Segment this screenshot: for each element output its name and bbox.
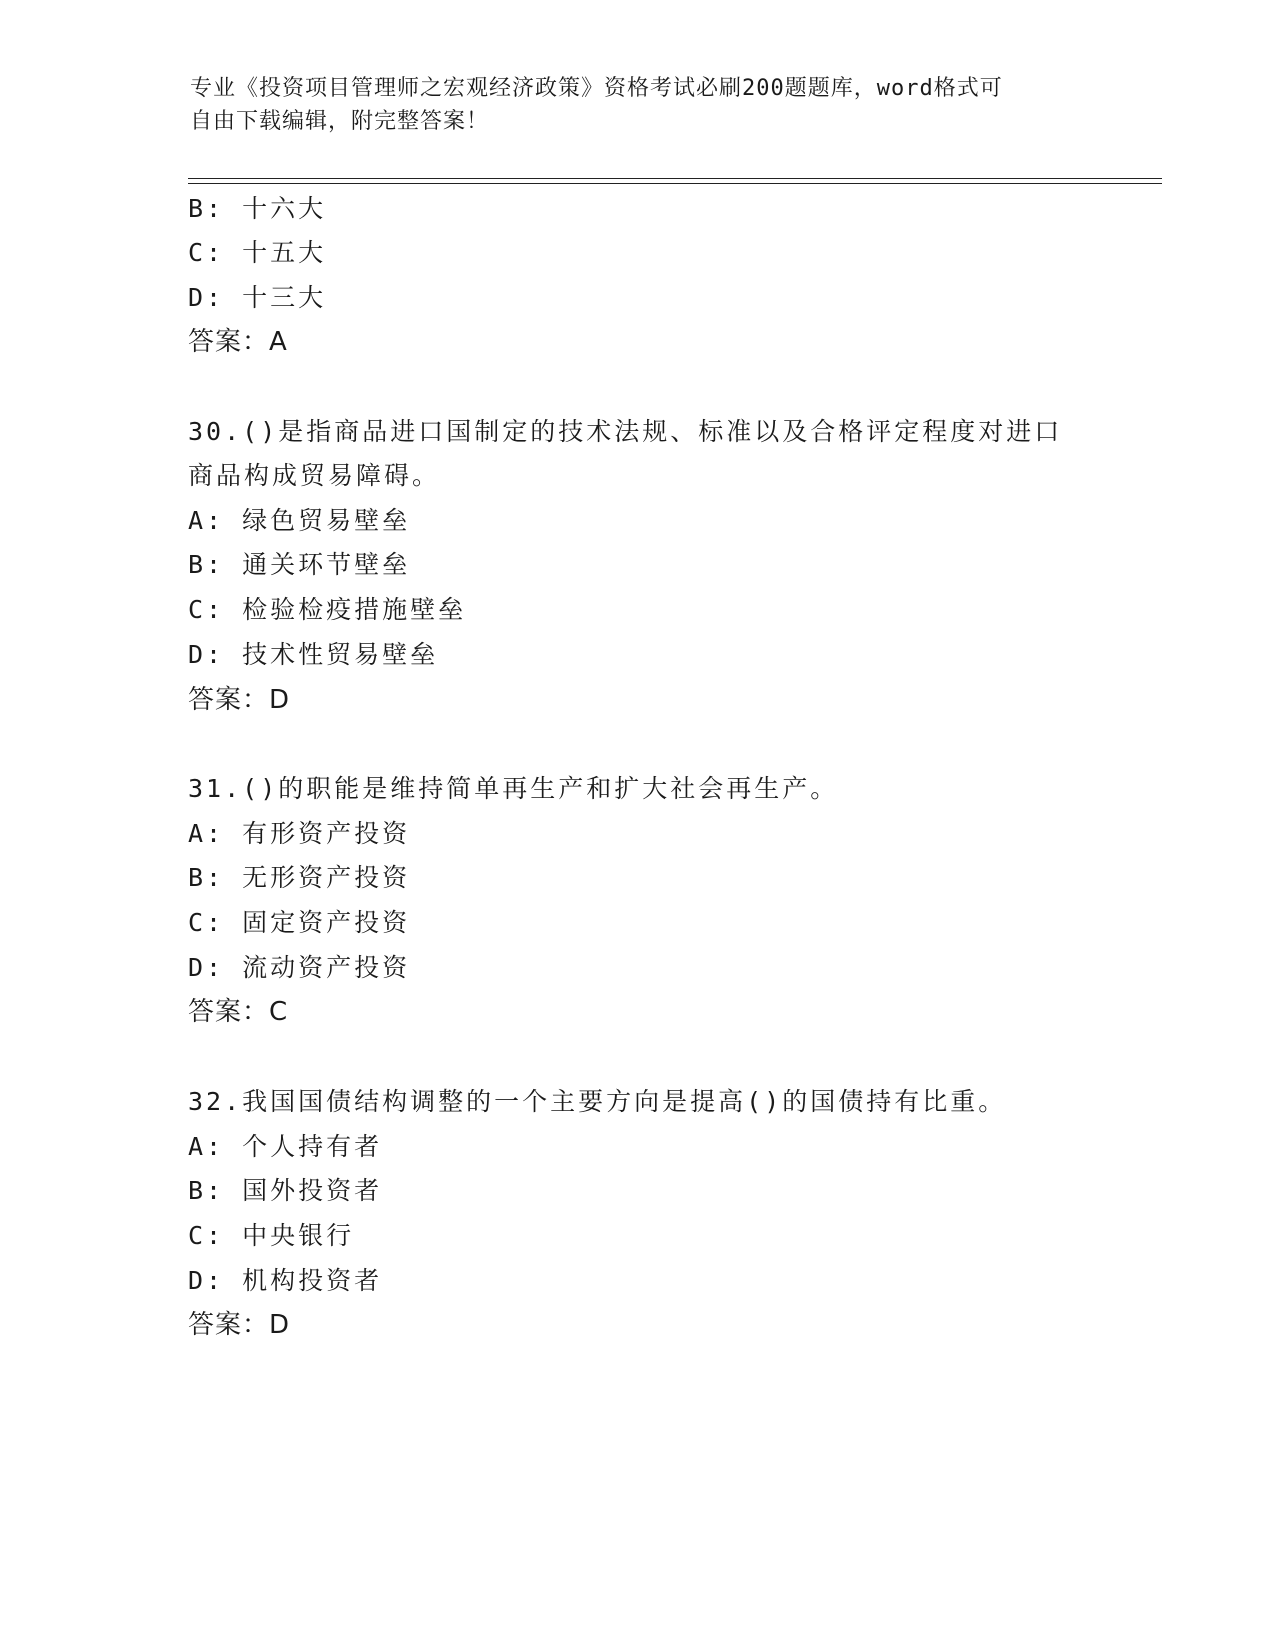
q30-option-a: A: 绿色贸易壁垒 bbox=[188, 506, 411, 535]
q32-option-a: A: 个人持有者 bbox=[188, 1132, 383, 1161]
q30-option-d: D: 技术性贸易壁垒 bbox=[188, 640, 439, 669]
q29-answer: 答案：A bbox=[188, 327, 288, 357]
q30-option-c: C: 检验检疫措施壁垒 bbox=[188, 595, 467, 624]
q31-answer: 答案：C bbox=[188, 997, 289, 1027]
q32-option-b: B: 国外投资者 bbox=[188, 1176, 383, 1205]
header-divider-bottom bbox=[188, 183, 1162, 184]
document-header bbox=[190, 72, 1090, 138]
q30-option-b: B: 通关环节壁垒 bbox=[188, 550, 411, 579]
q32-option-c: C: 中央银行 bbox=[188, 1221, 355, 1250]
q31-option-d: D: 流动资产投资 bbox=[188, 953, 411, 982]
header-divider-top bbox=[188, 178, 1162, 179]
q31-stem-line-1: 31.()的职能是维持简单再生产和扩大社会再生产。 bbox=[188, 774, 839, 803]
q29-option-c: C: 十五大 bbox=[188, 238, 327, 267]
q32-option-d: D: 机构投资者 bbox=[188, 1266, 383, 1295]
q29-option-d: D: 十三大 bbox=[188, 283, 327, 312]
header-line-2: 自由下载编辑，附完整答案！ bbox=[190, 109, 490, 134]
q30-stem-line-1: 30.()是指商品进口国制定的技术法规、标准以及合格评定程度对进口 bbox=[188, 417, 1063, 446]
q30-answer: 答案：D bbox=[188, 685, 291, 715]
header-line-1: 专业《投资项目管理师之宏观经济政策》资格考试必刷200题题库，word格式可 bbox=[190, 76, 1003, 101]
q32-stem-line-1: 32.我国国债结构调整的一个主要方向是提高()的国债持有比重。 bbox=[188, 1087, 1007, 1116]
q31-option-c: C: 固定资产投资 bbox=[188, 908, 411, 937]
q31-option-b: B: 无形资产投资 bbox=[188, 863, 411, 892]
q29-option-b: B: 十六大 bbox=[188, 194, 327, 223]
q31-option-a: A: 有形资产投资 bbox=[188, 819, 411, 848]
q30-stem-line-2: 商品构成贸易障碍。 bbox=[188, 461, 441, 490]
q32-answer: 答案：D bbox=[188, 1310, 291, 1340]
